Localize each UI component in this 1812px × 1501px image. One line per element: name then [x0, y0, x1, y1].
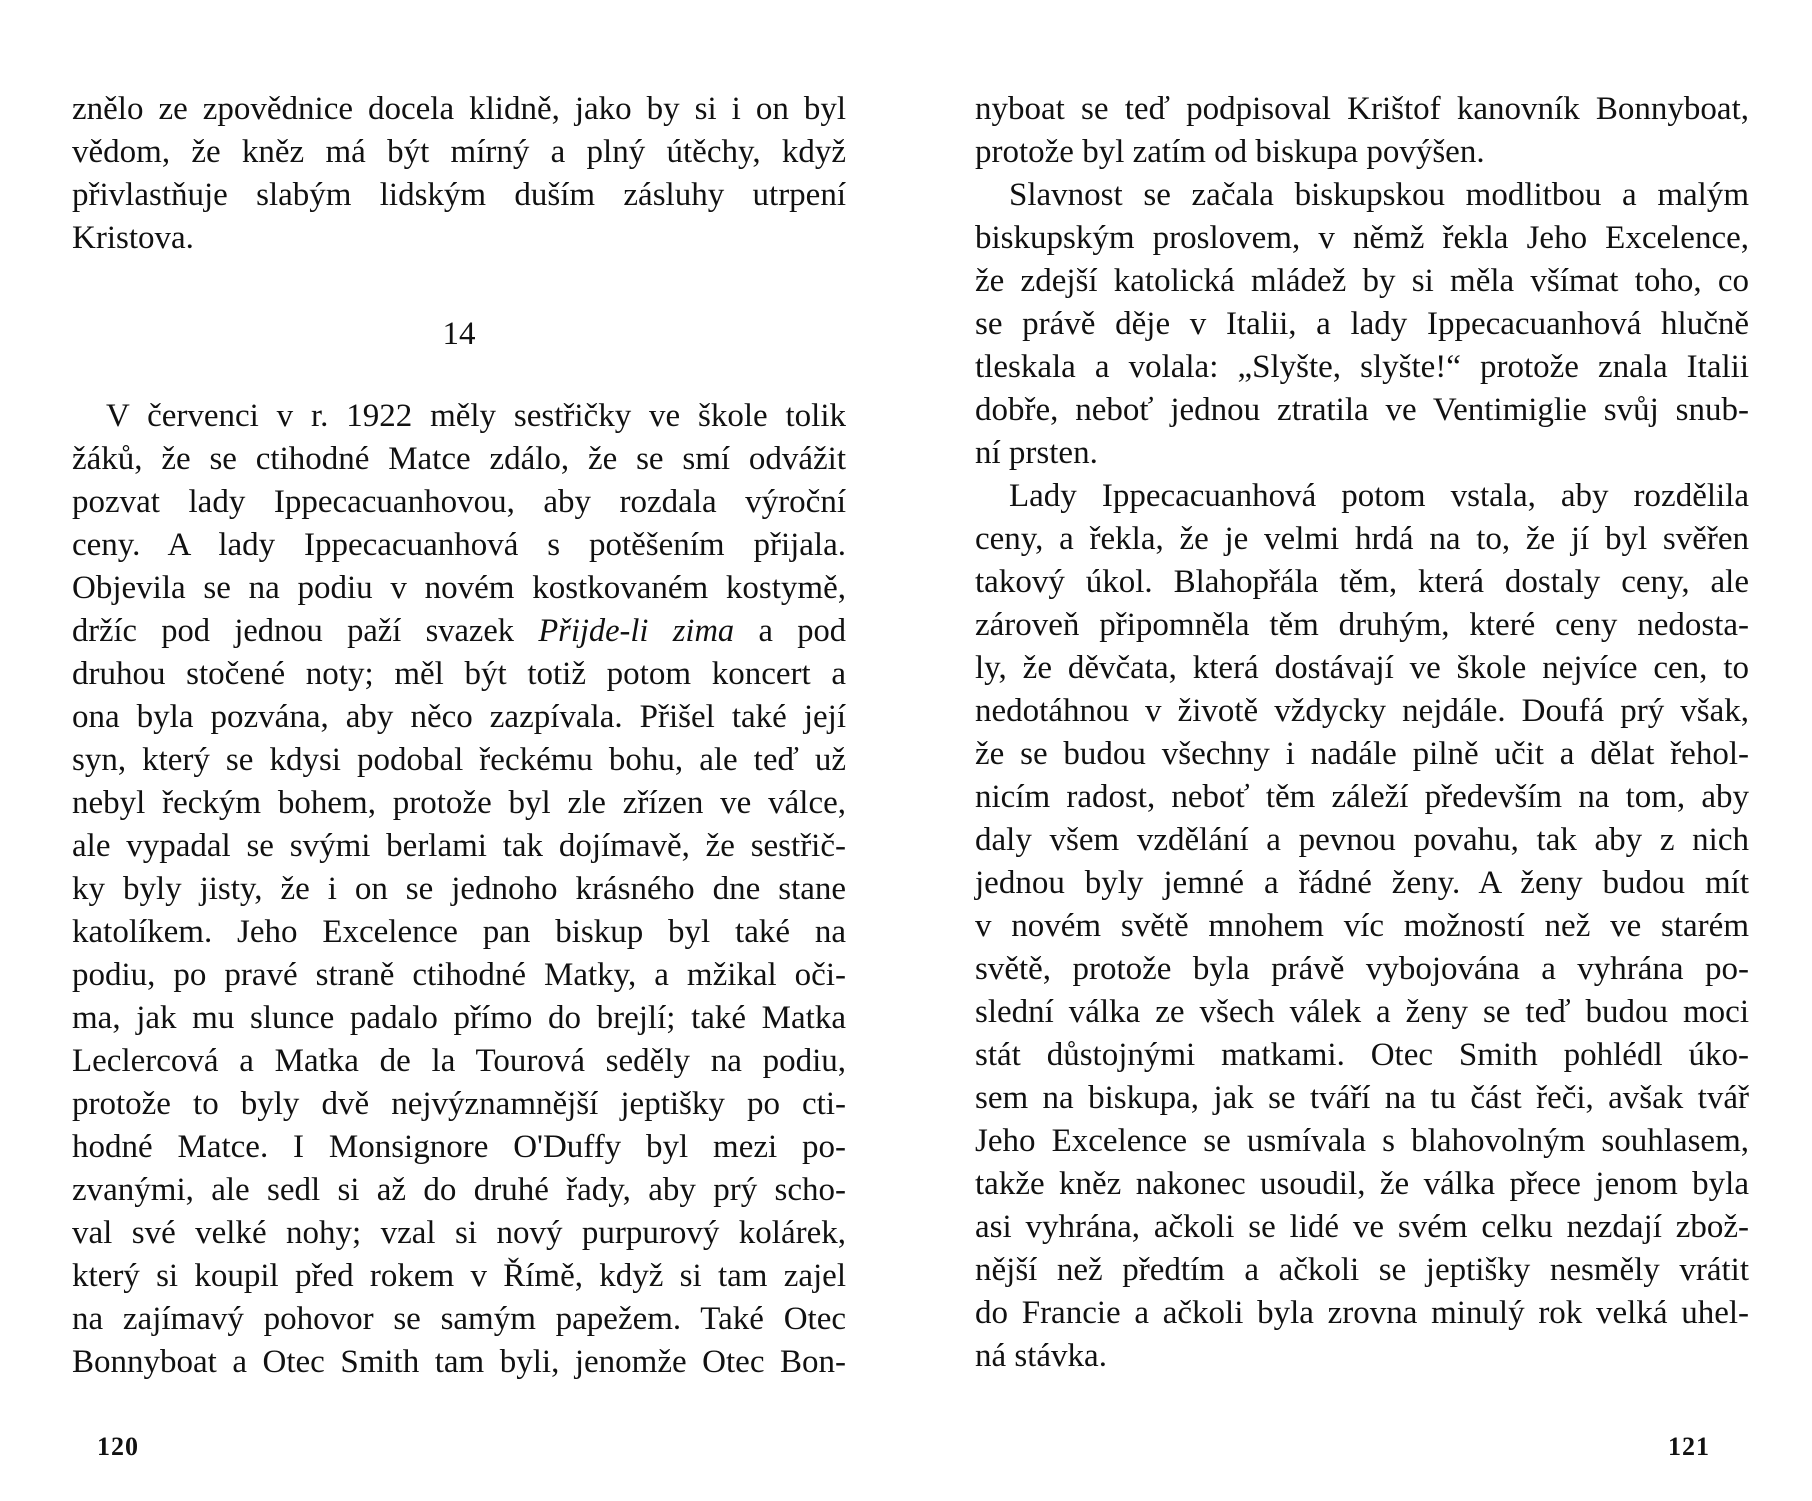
text-line: ní prsten. — [975, 435, 1098, 471]
text-line: slední válka ze všech válek a ženy se teď budou moci — [975, 994, 1749, 1030]
text-line: Objevila se na podiu v novém kostkovaném kostymě, — [72, 570, 846, 606]
text-line: daly všem vzdělání a pevnou povahu, tak aby z nich — [975, 822, 1749, 858]
text-line: Jeho Excelence se usmívala s blahovolným souhlasem, — [975, 1123, 1749, 1159]
text-line: žáků, že se ctihodné Matce zdálo, že se smí odvážit — [72, 441, 846, 477]
text-line: se právě děje v Italii, a lady Ippecacuanhová hlučně — [975, 306, 1749, 342]
text-line: syn, který se kdysi podobal řeckému bohu, ale teď už — [72, 742, 846, 778]
page-number-right: 121 — [1668, 1432, 1710, 1461]
text-line: nyboat se teď podpisoval Krištof kanovník Bonnyboat, — [975, 91, 1749, 127]
text-line: přivlastňuje slabým lidským duším zásluhy utrpení — [72, 177, 846, 213]
text-line: jednou byly jemné a řádné ženy. A ženy budou mít — [975, 865, 1749, 901]
text-line: Lady Ippecacuanhová potom vstala, aby rozdělila — [1009, 478, 1749, 514]
text-line: takový úkol. Blahopřála těm, která dostaly ceny, ale — [975, 564, 1749, 600]
text-line: znělo ze zpovědnice docela klidně, jako by si i on byl — [72, 91, 846, 127]
text-line: ly, že děvčata, která dostávají ve škole nejvíce cen, to — [975, 650, 1749, 686]
text-line: druhou stočené noty; měl být totiž potom koncert a — [72, 656, 846, 692]
text-line: ona byla pozvána, aby něco zazpívala. Přišel také její — [72, 699, 846, 735]
text-line: že se budou všechny i nadále pilně učit a dělat řehol- — [975, 736, 1749, 772]
text-line: sem na biskupa, jak se tváří na tu část řeči, avšak tvář — [975, 1080, 1749, 1116]
text-line: nedotáhnou v životě vždycky nejdále. Doufá prý však, — [975, 693, 1749, 729]
text-line: hodné Matce. I Monsignore O'Duffy byl mezi po- — [72, 1129, 846, 1165]
page-number-left: 120 — [97, 1432, 139, 1461]
text-line: Leclercová a Matka de la Tourová seděly na podiu, — [72, 1043, 846, 1079]
text-line: v novém světě mnohem víc možností než ve starém — [975, 908, 1749, 944]
text-line: ná stávka. — [975, 1338, 1107, 1374]
left-opening-paragraph — [72, 88, 846, 260]
text-line: na zajímavý pohovor se samým papežem. Také Otec — [72, 1301, 846, 1337]
chapter-body — [72, 395, 846, 1384]
text-line: V červenci v r. 1922 měly sestřičky ve škole tolik — [106, 398, 846, 434]
text-line: protože to byly dvě nejvýznamnější jeptišky po cti- — [72, 1086, 846, 1122]
text-line: protože byl zatím od biskupa povýšen. — [975, 134, 1485, 170]
text-line: ceny. A lady Ippecacuanhová s potěšením přijala. — [72, 527, 846, 563]
text-line: podiu, po pravé straně ctihodné Matky, a mžikal oči- — [72, 957, 846, 993]
text-line-with-title — [72, 610, 846, 653]
text-line: který si koupil před rokem v Římě, když si tam zajel — [72, 1258, 846, 1294]
text-line: vědom, že kněz má být mírný a plný útěchy, když — [72, 134, 846, 170]
text-line: val své velké nohy; vzal si nový purpurový kolárek, — [72, 1215, 846, 1251]
line-segment: a pod — [734, 613, 846, 649]
text-line: takže kněz nakonec usoudil, že válka přece jenom byla — [975, 1166, 1749, 1202]
text-line: světě, protože byla právě vybojována a vyhrána po- — [975, 951, 1749, 987]
text-line: pozvat lady Ippecacuanhovou, aby rozdala výroční — [72, 484, 846, 520]
text-line: ale vypadal se svými berlami tak dojímavě, že sestřič- — [72, 828, 846, 864]
text-line: nější než předtím a ačkoli se jeptišky nesměly vrátit — [975, 1252, 1749, 1288]
text-line: dobře, neboť jednou ztratila ve Ventimiglie svůj snub- — [975, 392, 1749, 428]
line-segment: držíc pod jednou paží svazek — [72, 613, 539, 649]
text-line: nicím radost, neboť těm záleží především na tom, aby — [975, 779, 1749, 815]
text-line: tleskala a volala: „Slyšte, slyšte!“ protože znala Italii — [975, 349, 1749, 385]
text-line: ky byly jisty, že i on se jednoho krásného dne stane — [72, 871, 846, 907]
text-line: zároveň připomněla těm druhým, které ceny nedosta- — [975, 607, 1749, 643]
text-line: stát důstojnými matkami. Otec Smith pohlédl úko- — [975, 1037, 1749, 1073]
text-line: zvanými, ale sedl si až do druhé řady, aby prý scho- — [72, 1172, 846, 1208]
book-title: Přijde-li zima — [538, 613, 735, 649]
text-line: Kristova. — [72, 220, 194, 256]
text-line: katolíkem. Jeho Excelence pan biskup byl také na — [72, 914, 846, 950]
text-line: do Francie a ačkoli byla zrovna minulý rok velká uhel- — [975, 1295, 1749, 1331]
text-line: asi vyhrána, ačkoli se lidé ve svém celku nezdají zbož- — [975, 1209, 1749, 1245]
text-line: ma, jak mu slunce padalo přímo do brejlí; také Matka — [72, 1000, 846, 1036]
text-line: nebyl řeckým bohem, protože byl zle zřízen ve válce, — [72, 785, 846, 821]
text-line: ceny, a řekla, že je velmi hrdá na to, že jí byl svěřen — [975, 521, 1749, 557]
text-line: biskupským proslovem, v němž řekla Jeho Excelence, — [975, 220, 1749, 256]
text-line: že zdejší katolická mládež by si měla všímat toho, co — [975, 263, 1749, 299]
text-line: Slavnost se začala biskupskou modlitbou a malým — [1009, 177, 1749, 213]
chapter-number: 14 — [442, 316, 476, 352]
text-line: Bonnyboat a Otec Smith tam byli, jenomže Otec Bon- — [72, 1344, 846, 1380]
right-page-body — [975, 88, 1749, 1378]
